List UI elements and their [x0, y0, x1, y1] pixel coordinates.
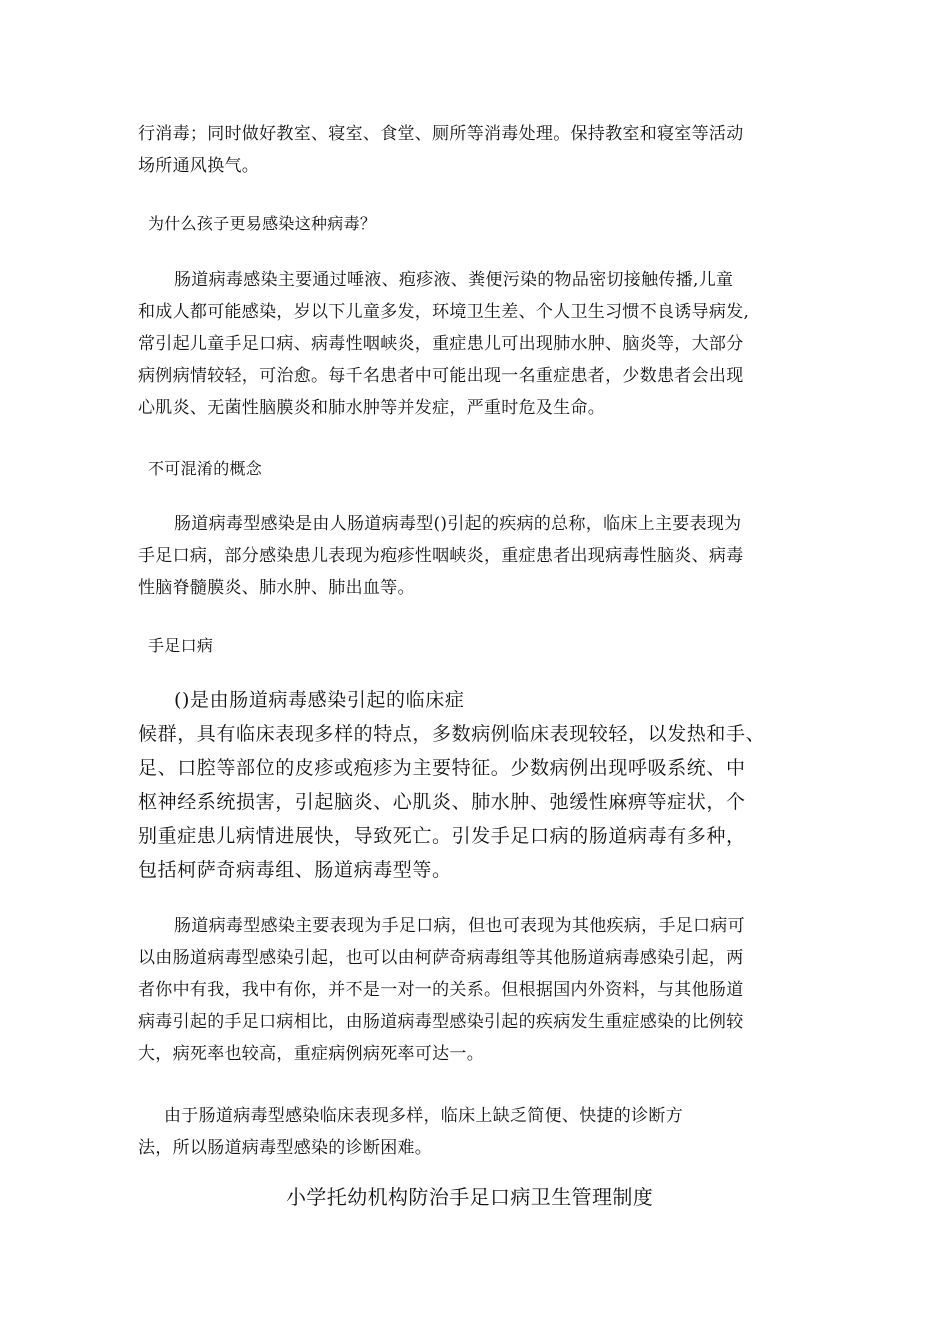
text-line: 候群，具有临床表现多样的特点，多数病例临床表现较轻，以发热和手、 — [138, 723, 766, 745]
text-line: 大，病死率也较高，重症病例病死率可达一。 — [138, 1044, 484, 1064]
paragraph-diagnosis — [138, 1100, 683, 1164]
heading-why-children: 为什么孩子更易感染这种病毒？ — [148, 214, 377, 233]
text-line: 枢神经系统损害，引起脑炎、心肌炎、肺水肿、弛缓性麻痹等症状，个 — [138, 791, 746, 813]
text-line: 法，所以肠道病毒型感染的诊断困难。 — [138, 1138, 433, 1158]
text-line: 以由肠道病毒型感染引起，也可以由柯萨奇病毒组等其他肠道病毒感染引起，两 — [138, 948, 744, 968]
text-line: 肠道病毒型感染是由人肠道病毒型()引起的疾病的总称，临床上主要表现为 — [174, 514, 742, 534]
text-line: 行消毒；同时做好教室、寝室、食堂、厕所等消毒处理。保持教室和寝室等活动 — [138, 124, 744, 144]
text-line: 足、口腔等部位的皮疹或疱疹为主要特征。少数病例出现呼吸系统、中 — [138, 757, 746, 779]
heading-hfmd: 手足口病 — [148, 636, 214, 655]
text-line: 心肌炎、无菌性脑膜炎和肺水肿等并发症，严重时危及生命。 — [138, 398, 606, 418]
text-line: 别重症患儿病情进展快，导致死亡。引发手足口病的肠道病毒有多种， — [138, 825, 746, 847]
text-line: 常引起儿童手足口病、病毒性咽峡炎，重症患儿可出现肺水肿、脑炎等，大部分 — [138, 334, 744, 354]
paragraph-why-children — [138, 264, 749, 424]
text-line: 包括柯萨奇病毒组、肠道病毒型等。 — [138, 859, 452, 881]
heading-concept: 不可混淆的概念 — [148, 459, 263, 478]
text-line: 病例病情较轻，可治愈。每千名患者中可能出现一名重症患者，少数患者会出现 — [138, 366, 744, 386]
document-title: 小学托幼机构防治手足口病卫生管理制度 — [286, 1185, 654, 1209]
text-line: ()是由肠道病毒感染引起的临床症 — [174, 689, 465, 711]
text-line: 者你中有我，我中有你，并不是一对一的关系。但根据国内外资料，与其他肠道 — [138, 980, 744, 1000]
text-line: 和成人都可能感染，岁以下儿童多发，环境卫生差、个人卫生习惯不良诱导病发, — [138, 302, 750, 322]
text-line: 病毒引起的手足口病相比，由肠道病毒型感染引起的疾病发生重症感染的比例较 — [138, 1012, 744, 1032]
text-line: 手足口病，部分感染患儿表现为疱疹性咽峡炎，重症患者出现病毒性脑炎、病毒 — [138, 546, 744, 566]
text-line: 肠道病毒型感染主要表现为手足口病，但也可表现为其他疾病，手足口病可 — [174, 916, 745, 936]
text-line: 肠道病毒感染主要通过唾液、疱疹液、粪便污染的物品密切接触传播,儿童 — [174, 270, 734, 290]
text-line: 场所通风换气。 — [138, 156, 260, 176]
text-line: 性脑脊髓膜炎、肺水肿、肺出血等。 — [138, 578, 415, 598]
text-line: 由于肠道病毒型感染临床表现多样，临床上缺乏简便、快捷的诊断方 — [164, 1106, 683, 1126]
paragraph-intro — [138, 118, 744, 182]
paragraph-hfmd — [138, 683, 765, 887]
paragraph-concept — [138, 508, 744, 604]
paragraph-relation — [138, 910, 745, 1070]
